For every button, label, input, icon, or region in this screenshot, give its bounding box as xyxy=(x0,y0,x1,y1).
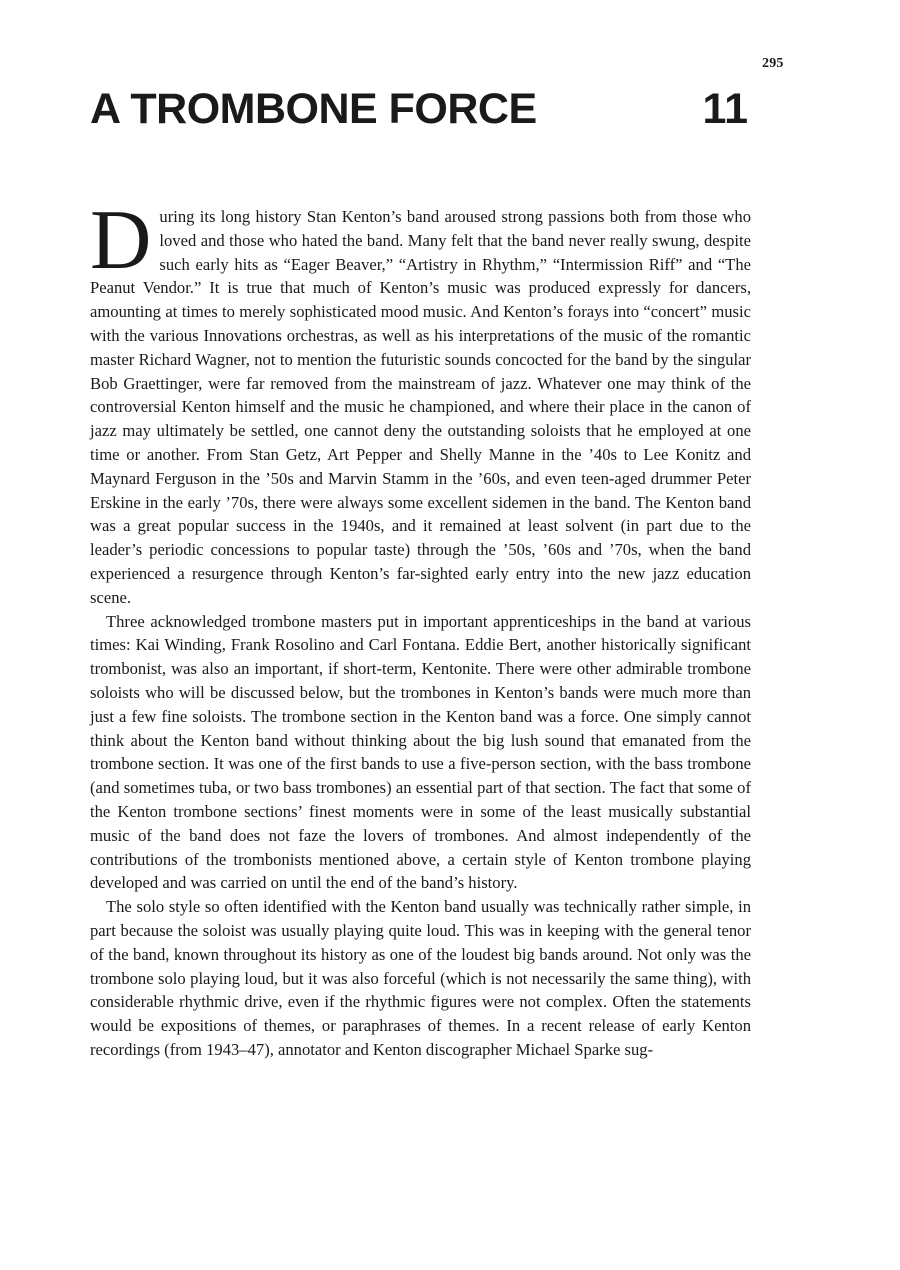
paragraph-1 xyxy=(90,193,751,610)
paragraph-3: The solo style so often identified with the Kenton band usually was technically rather simple, in part because the soloist was usually playing quite loud. This was in keeping with the general tenor of the band, known throughout its history as one of the loudest big bands around. Not only was the trombone solo playing loud, but it was also forceful (which is not necessarily the same thing), with considerable rhythmic drive, even if the rhythmic figures were not complex. Often the statements would be expositions of themes, or paraphrases of themes. In a recent release of early Kenton recordings (from 1943–47), annotator and Kenton discographer Michael Sparke sug- xyxy=(90,897,751,1059)
page-number: 295 xyxy=(762,56,784,71)
paragraph-2: Three acknowledged trombone masters put in important apprenticeships in the band at various times: Kai Winding, Frank Rosolino and Carl Fontana. Eddie Bert, another historically significant trombonist, was also an important, if short-term, Kentonite. There were other admirable trombone soloists who will be discussed below, but the trombones in Kenton’s bands were much more than just a few fine soloists. The trombone section in the Kenton band was a force. One simply cannot think about the Kenton band without thinking about the big lush sound that emanated from the trombone section. It was one of the first bands to use a five-person section, with the bass trombone (and sometimes tuba, or two bass trombones) an essential part of that section. The fact that some of the Kenton trombone sections’ finest moments were in some of the least musically substantial music of the band does not faze the lovers of trombones. And almost independently of the contributions of the trombonists mentioned above, a certain style of Kenton trombone playing developed and was carried on until the end of the band’s history. xyxy=(90,611,751,893)
body-text xyxy=(90,193,751,1062)
drop-cap: D xyxy=(90,193,152,287)
chapter-title: A TROMBONE FORCE xyxy=(90,85,537,133)
chapter-number: 11 xyxy=(702,85,748,133)
paragraph-1-text: uring its long history Stan Kenton’s band aroused strong passions both from those who loved and those who hated the band. Many felt that the band never really swung, despite such early hits as “Eager Beaver,” “Artistry in Rhythm,” “Intermission Riff” and “The Peanut Vendor.” It is true that much of Kenton’s music was produced expressly for dancers, amounting at times to merely sophisticated mood music. And Kenton’s forays into “concert” music with the various Innovations orchestras, as well as his interpretations of the music of the romantic master Richard Wagner, not to mention the futuristic sounds concocted for the band by the singular Bob Graettinger, were far removed from the mainstream of jazz. Whatever one may think of the controversial Kenton himself and the music he championed, and where their place in the canon of jazz may ultimately be settled, one cannot deny the outstanding soloists that he employed at one time or another. From Stan Getz, Art Pepper and Shelly Manne in the ’40s to Lee Konitz and Maynard Ferguson in the ’50s and Marvin Stamm in the ’60s, and even teen-aged drummer Peter Erskine in the early ’70s, there were always some excellent sidemen in the band. The Kenton band was a great popular success in the 1940s, and it remained at least solvent (in part due to the leader’s periodic concessions to popular taste) through the ’50s, ’60s and ’70s, when the band experienced a resurgence through Kenton’s far-sighted early entry into the new jazz education scene. xyxy=(90,207,751,607)
